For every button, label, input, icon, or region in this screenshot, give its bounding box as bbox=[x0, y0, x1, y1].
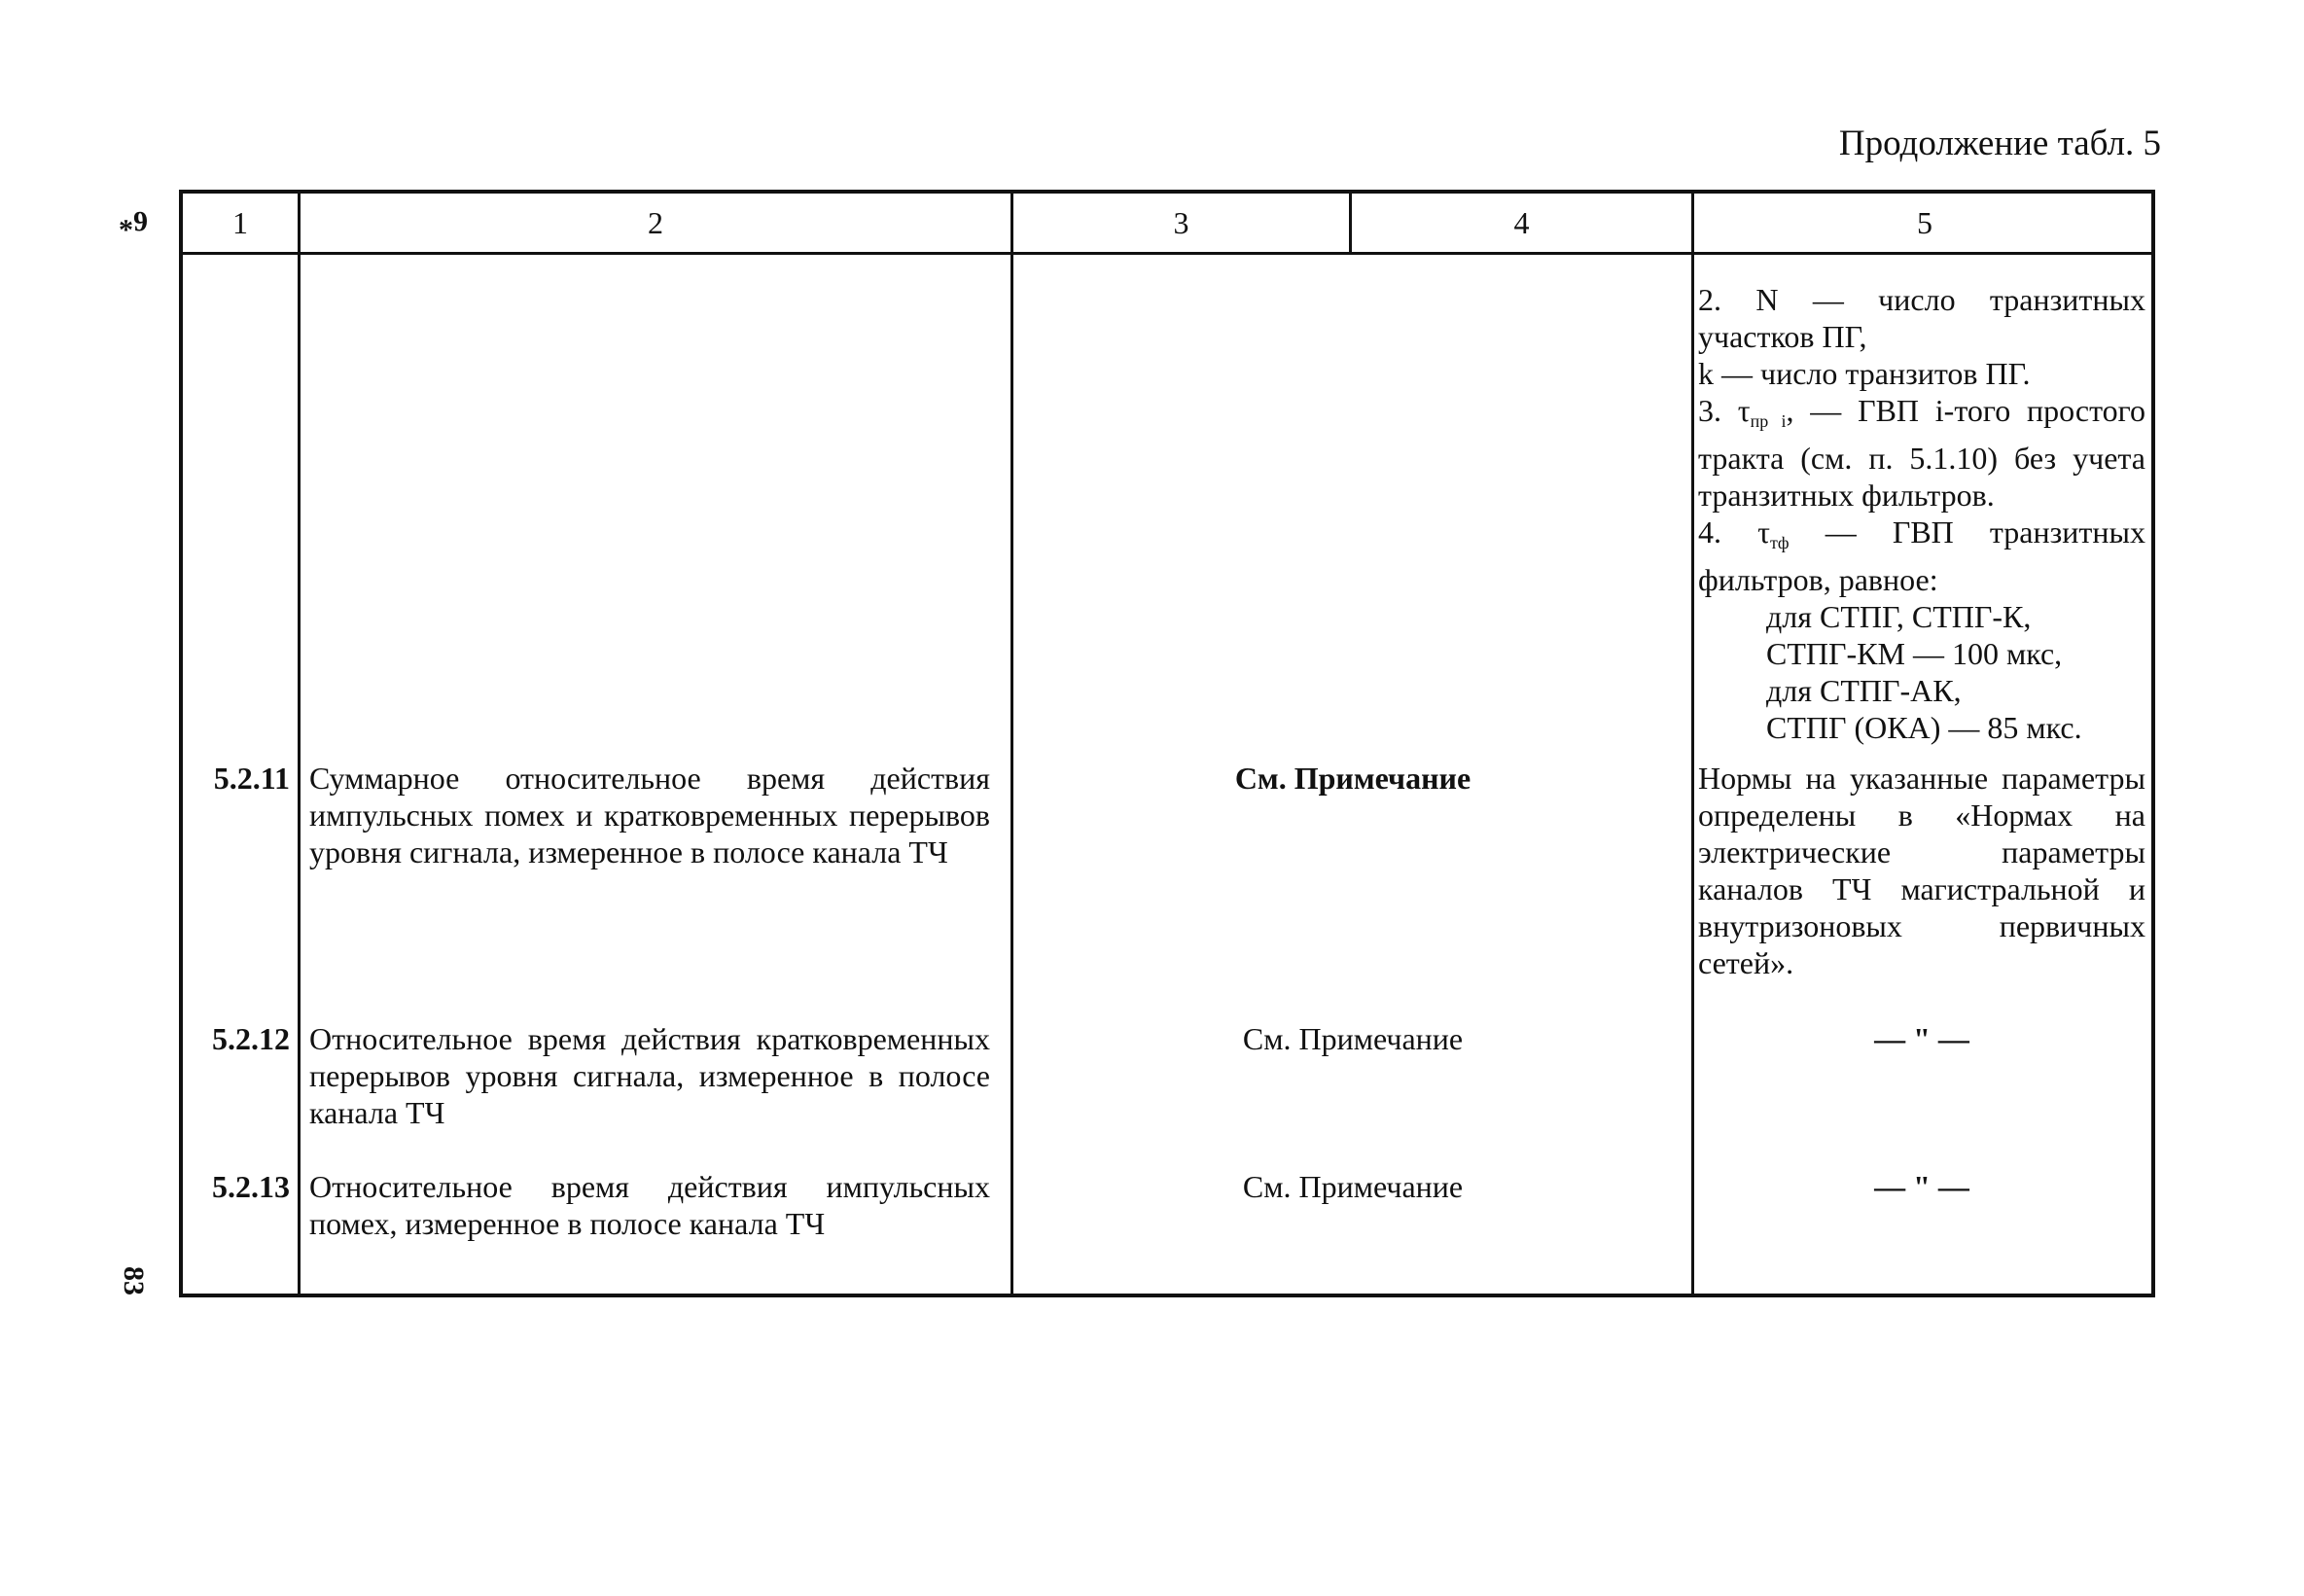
row-number: 5.2.13 bbox=[212, 1169, 290, 1204]
col-divider bbox=[298, 194, 301, 1294]
ditto-mark: — " — bbox=[1874, 1021, 1969, 1056]
note-text: , — ГВП i-того простого тракта (см. п. 5.1.10) без учета транзитных фильтров. bbox=[1698, 393, 2145, 513]
row-description: Относительное время действия импульсных помех, измеренное в полосе канала ТЧ bbox=[309, 1169, 990, 1241]
row-value: См. Примечание bbox=[1234, 761, 1471, 796]
header-col-2: 2 bbox=[648, 204, 663, 240]
ditto-mark: — " — bbox=[1874, 1169, 1969, 1204]
note-line bbox=[1698, 392, 2145, 514]
note-line: 2. N — число транзитных участков ПГ, bbox=[1698, 282, 2145, 354]
row-description: Суммарное относительное время действия импульсных помех и кратковременных перерывов уровня сигнала, измеренное в полосе канала ТЧ bbox=[309, 761, 990, 869]
note-line: для СТПГ, СТПГ-К, bbox=[1766, 599, 2032, 634]
note-line: k — число транзитов ПГ. bbox=[1698, 356, 2031, 391]
header-divider bbox=[183, 252, 2151, 255]
page-mark-top: 6* bbox=[119, 205, 148, 237]
row-value: См. Примечание bbox=[1242, 1169, 1464, 1204]
header-col-1: 1 bbox=[232, 204, 248, 240]
header-col-4: 4 bbox=[1513, 204, 1530, 240]
tau-symbol: 3. τ bbox=[1698, 393, 1751, 428]
col-divider bbox=[1691, 194, 1694, 1294]
note-line: СТПГ-КМ — 100 мкс, bbox=[1766, 636, 2063, 671]
header-col-3: 3 bbox=[1173, 204, 1189, 240]
row-description: Относительное время действия кратковременных перерывов уровня сигнала, измеренное в полосе канала ТЧ bbox=[309, 1021, 990, 1130]
row-note: Нормы на указанные параметры определены в «Нормах на электрические параметры каналов ТЧ магистральной и внутризоновых первичных сетей». bbox=[1698, 761, 2145, 980]
data-table bbox=[179, 190, 2155, 1297]
header-col-5: 5 bbox=[1917, 204, 1932, 240]
subscript: пр i bbox=[1750, 411, 1787, 431]
table-caption: Продолжение табл. 5 bbox=[1838, 124, 2161, 163]
row-number: 5.2.12 bbox=[212, 1021, 290, 1056]
note-line: СТПГ (ОКА) — 85 мкс. bbox=[1766, 710, 2082, 745]
page-number: 83 bbox=[118, 1266, 150, 1295]
note-line: для СТПГ-АК, bbox=[1766, 673, 1962, 708]
row-value: См. Примечание bbox=[1242, 1021, 1464, 1056]
row-number: 5.2.11 bbox=[213, 761, 290, 796]
col-divider bbox=[1010, 194, 1013, 1294]
note-text: — ГВП транзитных фильтров, равное: bbox=[1698, 514, 2146, 597]
subscript: тф bbox=[1770, 533, 1790, 552]
note-line bbox=[1698, 514, 2145, 598]
note-continuation bbox=[1698, 281, 2145, 746]
tau-symbol: 4. τ bbox=[1698, 514, 1771, 550]
